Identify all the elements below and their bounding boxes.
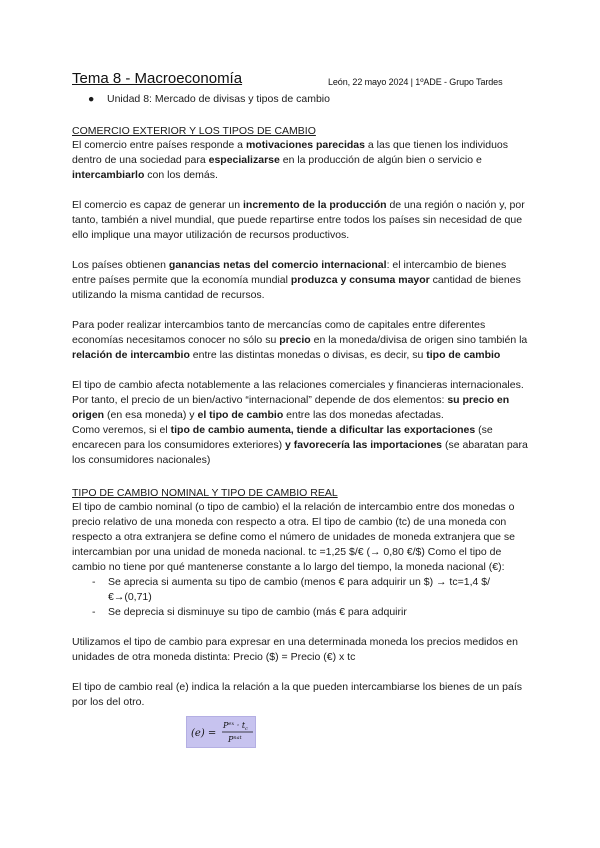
paragraph-s1-1: El comercio entre países responde a motivaciones parecidas a las que tienen los individuos dentro de una sociedad para especializarse en la producción de algún bien o servicio e intercambiarlo con los demás. — [72, 139, 509, 181]
paragraph-s1-5: El tipo de cambio afecta notablemente a las relaciones comerciales y financieras internacionales. Por tanto, el precio de un bien/activo “internacional” depende de dos elementos: su precio en origen (en esa moneda) y el tipo de cambio entre las dos monedas afectadas. — [72, 379, 524, 421]
paragraph-s1-4: Para poder realizar intercambios tanto de mercancías como de capitales entre diferentes economías necesitamos conocer no sólo su precio en la moneda/divisa de origen sino también la relación de intercambio entre las distintas monedas o divisas, es decir, su tipo de cambio — [72, 319, 528, 361]
document-meta: León, 22 mayo 2024 | 1ºADE - Grupo Tardes — [328, 77, 503, 87]
document-page — [72, 70, 532, 750]
paragraph-s1-6: Como veremos, si el tipo de cambio aumenta, tiende a dificultar las exportaciones (se encarecen para los consumidores exteriores) y favorecería las importaciones (se abaratan para los consumidores nacionales) — [72, 424, 528, 466]
document-header — [72, 70, 532, 92]
paragraph-s2-3: El tipo de cambio real (e) indica la relación a la que pueden intercambiarse los bienes de un país por los del otro. — [72, 681, 523, 708]
real-exchange-rate-formula — [72, 710, 532, 750]
list-item: - Se aprecia si aumenta su tipo de cambio (menos € para adquirir un $) → tc=1,4 $/€→(0,71) — [92, 576, 490, 603]
paragraph-s1-2: El comercio es capaz de generar un incremento de la producción de una región o nación y, por tanto, también a nivel mundial, que puede repartirse entre todos los países sin necesidad de que ello implique una mayor utilización de recursos productivos. — [72, 199, 525, 241]
document-title: Tema 8 - Macroeconomía — [72, 70, 243, 87]
unit-bullet-text: Unidad 8: Mercado de divisas y tipos de cambio — [107, 93, 330, 105]
formula-numerator: $P^{ex} \cdot t_c$ — [223, 721, 248, 732]
section-heading-tipo-cambio: TIPO DE CAMBIO NOMINAL Y TIPO DE CAMBIO REAL — [72, 487, 338, 499]
formula-lhs: (e) = — [191, 728, 217, 739]
bullet-dot-icon: ● — [88, 93, 95, 105]
paragraph-s1-3: Los países obtienen ganancias netas del comercio internacional: el intercambio de bienes entre países permite que la economía mundial produzca y consuma mayor cantidad de bienes utilizando la misma cantidad de recursos. — [72, 259, 521, 301]
paragraph-s2-1: El tipo de cambio nominal (o tipo de cambio) el la relación de intercambio entre dos monedas o precio relativo de una moneda con respecto a otra. El tipo de cambio (tc) de una moneda con respecto a otra extranjera se define como el número de unidades de moneda extranjera que se intercambian por una unidad de moneda nacional. tc =1,25 $/€ (→ 0,80 €/$) Como el tipo de cambio no tiene por qué mantenerse constante a lo largo del tiempo, la moneda nacional (€): — [72, 501, 516, 573]
paragraph-s2-2: Utilizamos el tipo de cambio para expresar en una determinada moneda los precios medidos en unidades de otra moneda distinta: Precio ($) = Precio (€) x tc — [72, 636, 518, 663]
formula-image — [186, 716, 256, 748]
formula-denominator: $P^{nat}$ — [228, 735, 242, 744]
section-heading-comercio: COMERCIO EXTERIOR Y LOS TIPOS DE CAMBIO — [72, 125, 316, 137]
list-item: - Se deprecia si disminuye su tipo de cambio (más € para adquirir — [92, 606, 407, 618]
appreciation-list — [72, 575, 532, 620]
unit-bullet — [90, 92, 532, 106]
